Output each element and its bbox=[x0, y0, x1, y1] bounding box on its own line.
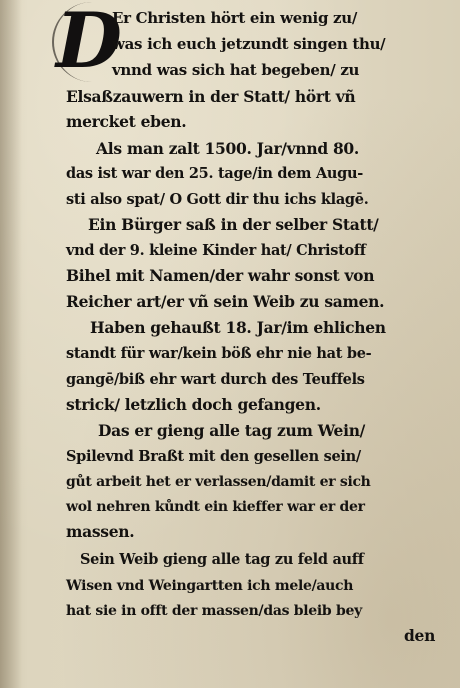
text-line: mercket eben. bbox=[66, 112, 187, 131]
text-line: Reicher art/er vñ sein Weib zu samen. bbox=[66, 292, 385, 311]
text-line: strick/ letzlich doch gefangen. bbox=[66, 395, 321, 414]
text-line: Sein Weib gieng alle tag zu feld auff bbox=[80, 551, 364, 568]
text-line: standt für war/kein böß ehr nie hat be- bbox=[66, 345, 372, 362]
text-line: Als man zalt 1500. Jar/vnnd 80. bbox=[96, 139, 360, 158]
text-line: das ist war den 25. tage/in dem Augu- bbox=[66, 165, 363, 182]
text-line: gangē/biß ehr wart durch des Teuffels bbox=[66, 371, 365, 388]
text-line: vnd der 9. kleine Kinder hat/ Christoff bbox=[66, 242, 366, 259]
text-line: Haben gehaußt 18. Jar/im ehlichen bbox=[90, 318, 386, 337]
text-line: gůt arbeit het er verlassen/damit er sich bbox=[66, 474, 371, 490]
drop-cap-initial: D bbox=[56, 0, 122, 85]
text-line: Elsaßzauwern in der Statt/ hört vñ bbox=[66, 87, 356, 106]
text-line: hat sie in offt der massen/das bleib bey bbox=[66, 603, 362, 619]
text-line: Bihel mit Namen/der wahr sonst von bbox=[66, 266, 375, 285]
text-line: Er Christen hört ein wenig zu/ bbox=[112, 9, 358, 27]
text-line: Wisen vnd Weingartten ich mele/auch bbox=[66, 578, 354, 594]
text-line: vnnd was sich hat begeben/ zu bbox=[112, 61, 360, 79]
text-line: was ich euch jetzundt singen thu/ bbox=[112, 35, 386, 53]
text-line: Spilevnd Braßt mit den gesellen sein/ bbox=[66, 448, 361, 465]
text-line: Ein Bürger saß in der selber Statt/ bbox=[88, 215, 379, 234]
text-line: massen. bbox=[66, 522, 135, 541]
text-line: wol nehren kůndt ein kieffer war er der bbox=[66, 499, 365, 515]
text-line: sti also spat/ O Gott dir thu ichs klagē. bbox=[66, 191, 369, 208]
text-line: den bbox=[404, 626, 436, 645]
text-line: Das er gieng alle tag zum Wein/ bbox=[98, 421, 366, 440]
